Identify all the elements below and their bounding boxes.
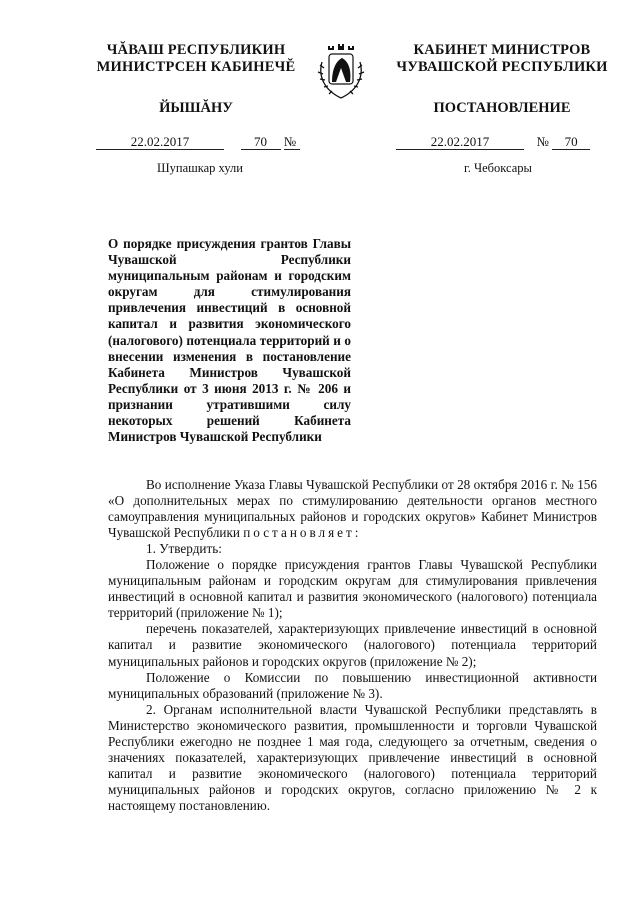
doc-type-russian: ПОСТАНОВЛЕНИЕ <box>433 100 571 116</box>
paragraph-4: перечень показателей, характеризующих привлечение инвестиций в основной капитал и развитие экономического (налогового) потенциала территорий муниципальных районов и городских округов (приложение № 2); <box>108 621 597 669</box>
header-left <box>92 42 300 76</box>
number-left: 70 <box>241 135 281 150</box>
header-right <box>392 42 612 76</box>
city-russian: г. Чебоксары <box>464 161 532 175</box>
number-right: 70 <box>552 135 590 150</box>
header-left-line1: ЧĂВАШ РЕСПУБЛИКИН <box>106 42 286 58</box>
date-left: 22.02.2017 <box>96 135 224 150</box>
paragraph-3: Положение о порядке присуждения грантов Главы Чувашской Республики муниципальным районам и городским округам для стимулирования привлечения инвестиций в основной капитал и развития экономического (налогового) потенциала территорий (приложение № 1); <box>108 557 597 621</box>
paragraph-1 <box>108 477 597 541</box>
city-chuvash: Шупашкар хули <box>157 161 243 175</box>
date-row-left <box>96 134 300 150</box>
paragraph-1-resolves: постановляет: <box>243 525 362 541</box>
number-sign-right: № <box>536 134 549 149</box>
header-right-line1: КАБИНЕТ МИНИСТРОВ <box>413 42 591 58</box>
paragraph-5: Положение о Комиссии по повышению инвестиционной активности муниципальных образований (приложение № 3). <box>108 669 597 701</box>
document-body <box>108 477 597 814</box>
document-title: О порядке присуждения грантов Главы Чувашской Республики муниципальным районам и городским округам для стимулирования привлечения инвестиций в основной капитал и развития экономического (налогового) потенциала территорий и о внесении изменения в постановление Кабинета Министров Чувашской Республики от 3 июня 2013 г. № 206 и признании утратившими силу некоторых решений Кабинета Министров Чувашской Республики <box>108 236 351 445</box>
date-row-right <box>396 134 590 150</box>
number-sign-left: № <box>284 135 300 150</box>
paragraph-2: 1. Утвердить: <box>146 541 222 557</box>
doc-type-chuvash: ЙЫШĂНУ <box>159 100 233 116</box>
header-left-line2: МИНИСТРСЕН КАБИНЕЧĔ <box>96 59 296 75</box>
date-right: 22.02.2017 <box>396 135 524 150</box>
header-right-line2: ЧУВАШСКОЙ РЕСПУБЛИКИ <box>396 59 608 75</box>
coat-of-arms-emblem <box>312 38 370 102</box>
paragraph-1-text: Во исполнение Указа Главы Чувашской Республики от 28 октября 2016 г. № 156 «О дополнительных мерах по стимулированию деятельности органов местного самоуправления муниципальных районов и городских округов» Кабинет Министров Чувашской Республики <box>108 477 597 541</box>
paragraph-6: 2. Органам исполнительной власти Чувашской Республики представлять в Министерство экономического развития, промышленности и торговли Чувашской Республики ежегодно не позднее 1 мая года, следующего за отчетным, сведения о значениях показателей, характеризующих привлечение инвестиций в основной капитал и развитие экономического (налогового) потенциала территорий муниципальных районов и городских округов, согласно приложению № 2 к настоящему постановлению. <box>108 701 597 813</box>
